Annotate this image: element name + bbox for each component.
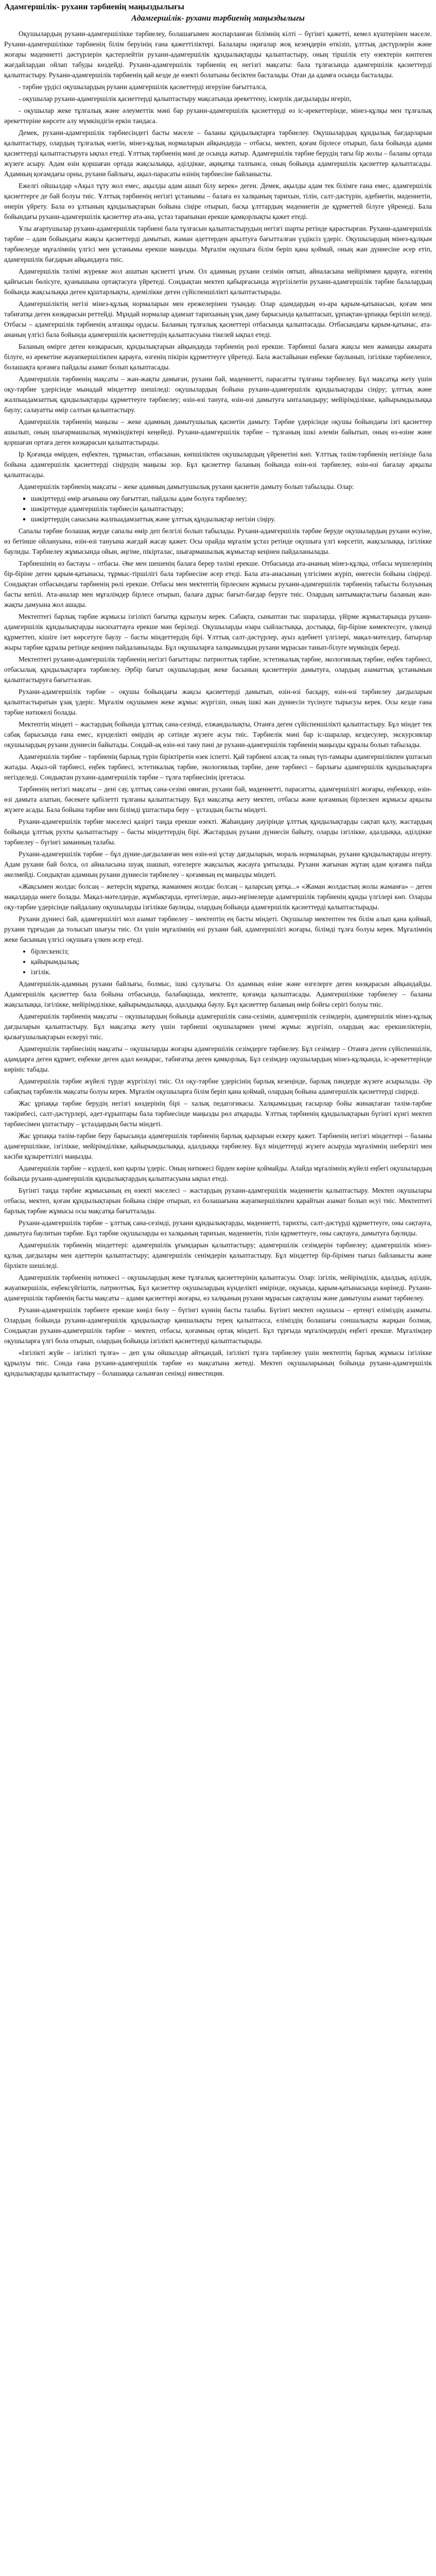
bullet-list — [4, 494, 432, 524]
paragraph: Ежелгі ойшылдар «Ақыл тұту жол емес, ақылды адам ашып білу керек» деген. Демек, ақылды адам тек білімге ғана емес, адамгершілік қасиеттерге де бай болуы тиіс. Ұлттық тәрбиенің негізгі ұстанымы – балаға өз халқының тарихын, тілін, салт-дәстүрін, әдебиетін, мәдениетін, өнерін үйрету. Бала өз ұлтының құндылықтарын бойына сіңіре отырып, басқа ұлттардың мәдениетін де құрметтей білуге үйренеді. Бала бойындағы рухани-адамгершілік қасиеттер ата-ана, ұстаз тарапынан ерекше қамқорлықты қажет етеді. — [4, 182, 432, 221]
document-title: Адамгершілік- рухани тәрбиенің маңыздылығы — [131, 14, 305, 23]
paragraph: Адамгершіліктің негізі мінез-құлық нормаларын мен ережелерінен туындау. Олар адамдардың өз-ара қарым-қатынасын, қоғам мен табиғатқа деген көзқарасын реттейді. Мұндай нормалар адамзат тарихының ұзақ даму барысында қалыптасып, ұрпақтан-ұрпаққа беріліп келеді. Отбасы – адамгершілік тәрбиенің алғашқы ордасы. Баланың тұлғалық қасиеттері отбасында қалыптасады. Отбасындағы қарым-қатынас, ата-ананың үлгісі бала бойында адамгершілік қасиеттердің қалыптасуына тікелей ықпал етеді. — [4, 300, 432, 338]
bullet-item: ▪ шәкірттердің санасына жалпыадамзаттық және ұлттық құндылықтар негізін сіңіру. — [31, 514, 432, 524]
paragraph: - оқушылар рухани-адамгершілік қасиеттерді қалыптастыру мақсатында әрекеттену, іскерлік дағдыларды игеріп, — [19, 95, 352, 103]
paragraph: «Ізгілікті жүйе – ізгілікті тұлға» – деп ұлы ойшылдар айтқандай, ізгілікті тұлға тәрбиелеу үшін мектептің барлық жұмысы ізгілікке құрылуы тиіс. Сонда ғана рухани-адамгершілік тәрбие өз мақсатына жетеді. Мектеп оқушыларының бойында рухани-адамгершілік құндылықтарды қалыптастыру – болашаққа салынған сенімді инвестиция. — [4, 1349, 432, 1377]
paragraph: Рухани-адамгершілік тәрбие – оқушы бойындағы жақсы қасиеттерді дамытып, өзін-өзі басқару, өзін-өзі тәрбиелеу дағдыларын қалыптастыратын ұзақ үдеріс. Мұғалім оқушымен жеке жұмыс жүргізіп, оның ішкі жан дүниесін түсінуге тырысуы керек. Осы кезде ғана тәрбие нәтижелі болады. — [4, 688, 432, 716]
paragraph: Адамгершілік тәрбиенің мақсаты – жан-жақты дамыған, рухани бай, мәдениетті, парасатты тұлғаны тәрбиелеу. Бұл мақсатқа жету үшін оқу-тәрбие үдерісінде мынадай міндеттер шешіледі: оқушылардың бойына рухани-адамгершілік құндылықтарды сіңіру; ұлттық және жалпыадамзаттық құндылықтарды құрметтеуге тәрбиелеу; өзін-өзі тануға, өзін-өзі дамытуға ынталандыру; мейірімділікке, қайырымдылыққа баулу; салауатты өмір салтын қалыптастыру. — [4, 375, 432, 414]
paragraph: Адамгершілік тәрбиенің нәтижесі – оқушылардың жеке тұлғалық қасиеттерінің қалыптасуы. Олар: ізгілік, мейірімділік, адалдық, әділдік, жауапкершілік, еңбексүйгіштік, патриоттық. Бұл қасиеттер оқушылардың күнделікті өмірінде, оқуында, қарым-қатынасында көрінеді. Рухани-адамгершілік тәрбиенің басты мақсаты – адами қасиеттері жоғары, өз халқының рухани мұрасын сақтаушы және дамытушы азамат тәрбиелеу. — [4, 1274, 432, 1302]
paragraph: Ір Қоғамда өмірден, еңбектен, тұрмыстан, отбасынан, көпшіліктен оқушылардың үйренетіні көп. Ұлттық тәлім-тәрбиенің негізінде бала бойына адамгершілік қасиеттерді сіңірудің маңызы зор. Бұл қасиеттер баланың бойында өзін-өзі тәрбиелеу, өзін-өзі бағалау арқылы қалыптасады. — [4, 450, 432, 479]
paragraph: Адамгершілік тәрбиенің мақсаты – оқушылардың бойында адамгершілік сана-сезімін, адамгершілік сезімдерін, адамгершілік мінез-құлық дағдыларын қалыптастыру. Бұл мақсатқа жету үшін тәрбиеші оқушылармен үнемі жұмыс жүргізіп, олардың жас ерекшеліктерін, қызығушылықтарын ескеруі тиіс. — [4, 1012, 432, 1041]
document-header: Адамгершілік- рухани тәрбиенің маңыздылығы — [4, 3, 184, 11]
paragraph: - оқушылар жеке тұлғалық және әлеуметтік мәні бар рухани-адамгершілік қасиеттерді өз іс-әрекеттерінде, мінез-құлқы мен тұлғалық әрекеттеріне көрсете алу мүмкіндігін еркін тандаса. — [4, 107, 432, 125]
paragraph: Адамгершілік тәрбиенің маңызы – жеке адамның дамытушылық қасиетін дамыту. Тәрбие үдерісінде оқушы бойындағы ізгі қасиеттер ашылып, оның шығармашылық мүмкіндіктері кеңейеді. Рухани-адамгершілік тәрбие – тұлғаның ішкі әлемін байытып, оның өз-өзіне және қоршаған ортаға деген көзқарасын қалыптастырады. — [4, 418, 432, 446]
paragraph: Демек, рухани-адамгершілік тәрбиесіндегі басты мәселе – баланы құндылықтарға тәрбиелеу. Оқушылардың құндылық бағдарларын қалыптастыру, олардың тұлғалық өзегін, мінез-құлық нормаларын айқындауда – отбасы, мектеп, қоғам бірлесе отырып, бала бойында адами қасиеттерді қалыптастыруға ықпал етеді. Ұлттық тәрбиенің мәні де осында жатыр. Адамгершілік тәрбие берудің тағы бір жолы – баланы ортада жүзеге асыру. Адам өзін қоршаған ортада жақсылыққа, әділдікке, ақиқатқа талпынса, оның бойында адамгершілік қасиеттер қалыптасады. Адамның қоғамдағы орны, рухани байлығы, ақыл-парасаты өзінің тәрбиесіне байланысты. — [4, 129, 432, 178]
paragraph: Рухани-адамгершілік тәрбие – ұлттық сана-сезімді, рухани құндылықтарды, мәдениетті, тарихты, салт-дәстүрді құрметтеуге, оны сақтауға, дамытуға баулитын тәрбие. Бұл тәрбие оқушыларды өз халқының тарихын, мәдениетін, тілін құрметтеуге, оны сақтауға, дамытуға баулиды. — [4, 1219, 432, 1237]
paragraph: Рухани-адамгершілік тәрбие – бұл дүние-дағдыланған мен өзін-өзі ұстау дағдыларын, мораль нормаларын, рухани құндылықтарды игерту. Адам рухани бай болса, ол айналасына шуақ шашып, өзгелерге жақсылық жасауға ұмтылады. Рухани жағынан жұтаң адам қоғамға пайда әкелмейді. Сондықтан адамның рухани дүниесін тәрбиелеу – қоғамның ең маңызды міндеті. — [4, 850, 432, 878]
paragraph: Рухани дүниесі бай, адамгершілігі мол азамат тәрбиелеу – мектептің ең басты міндеті. Оқушылар мектептен тек білім алып қана қоймай, рухани тұрғыдан да толысып шығуы тиіс. Ол үшін мұғалімнің өзі рухани бай, адамгершілігі жоғары, білімді тұлға болуы керек. Мұғалімнің жеке басының үлгісі оқушыға үлкен әсер етеді. — [4, 915, 432, 943]
paragraph: Адамгершілік тәрбие жүйелі түрде жүргізілуі тиіс. Ол оқу-тәрбие үдерісінің барлық кезеңінде, барлық пәндерде жүзеге асырылады. Әр сабақтың тәрбиелік мақсаты болуы керек. Мұғалім оқушыларға білім беріп қана қоймай, олардың бойына адамгершілік қасиеттерді сіңіреді. — [4, 1077, 432, 1095]
paragraph: Сапалы тәрбие болашақ жерде сапалы өмір деп белгілі болып табылады. Рухани-адамгершілік тәрбие беруде оқушылардың рухани өсуіне, өз бетінше ойлануына, өзін-өзі тануына жағдай жасау қажет. Осы орайда мұғалім ұстаз ретінде оқушыға үлгі көрсетіп, жақсылыққа, ізгілікке баулиды. Тәрбиелеу жұмысында ойын, әңгіме, пікірталас, шығармашылық жұмыстар кеңінен пайдаланылады. — [4, 527, 432, 555]
bullet-item: • бірлескенсіз; — [31, 946, 432, 957]
document-body — [4, 29, 432, 1379]
paragraph: Бүгінгі таңда тәрбие жұмысының ең өзекті мәселесі – жастардың рухани-адамгершілік мәдениетін қалыптастыру. Мектеп оқушылары отбасы, мектеп, қоғам құндылықтарын бойына сіңіре отырып, ел болашағына жауапкершілікпен қарайтын азамат болып өсуі тиіс. Мектептегі барлық тәрбие жұмысы осы мақсатқа бағытталады. — [4, 1187, 432, 1215]
paragraph: Жас ұрпаққа тәрбие берудің негізгі көздерінің бірі – халық педагогикасы. Халқымыздың ғасырлар бойы жинақтаған тәлім-тәрбие тәжірибесі, салт-дәстүрлері, әдет-ғұрыптары бала тәрбиесінде маңызды рөл атқарады. Ұлттық тәрбиенің құндылықтарын бүгінгі күнгі мектеп тәрбиесімен ұштастыру – ұстаздардың басты міндеті. — [4, 1099, 432, 1128]
bullet-item: • қайырымдылық; — [31, 957, 432, 967]
paragraph: Адамгершілік тәрбиенің міндеттері: адамгершілік ұғымдарын қалыптастыру; адамгершілік сезімдерін тәрбиелеу; адамгершілік мінез-құлық дағдылары мен әдеттерін қалыптастыру; адамгершілік сенімдерін қалыптастыру. Бұл міндеттер бір-бірімен тығыз байланысты және бірлікте шешіледі. — [4, 1241, 432, 1269]
bullet-list — [4, 946, 432, 977]
bullet-item: ▪ шәкірттерде адамгершілік тәрбиесін қалыптастыру; — [31, 504, 432, 514]
paragraph: Мектептегі барлық тәрбие жұмысы ізгілікті бағытқа құрылуы керек. Сабақта, сыныптан тыс шараларда, үйірме жұмыстарында рухани-адамгершілік құндылықтарды насихаттауға ерекше мән беріледі. Оқушыларды өзара сыйластыққа, достыққа, бір-біріне көмектесуге, үлкенді құрметтеп, кішіге ізет көрсетуге баулу – басты міндеттердің бірі. Ұлттық салт-дәстүрлер, ауыз әдебиеті үлгілері, мақал-мәтелдер, батырлар жыры тәрбие құралы ретінде кеңінен пайдаланылады. Бұл оқушыларға халқымыздың рухани мұрасын танып-білуге мүмкіндік береді. — [4, 613, 432, 651]
paragraph: Жас ұрпаққа тәлім-тәрбие беру барысында адамгершілік тәрбиенің барлық қырларын ескеру қажет. Тәрбиенің негізгі міндеттері – баланы адамгершілікке, ізгілікке, мейірімділікке, қайырымдылыққа, адалдыққа тәрбиелеу. Бұл міндеттерді жүзеге асыруда мұғалімнің шеберлігі мен кәсіби құзыреттілігі маңызды. — [4, 1132, 432, 1160]
paragraph: - тәрбие үрдісі оқушылардың рухани адамгершілік қасиеттерді игеруіне бағытталса, — [19, 83, 267, 91]
paragraph: Адамгершілік тәлімі жүрекке жол ашатын қасиетті ұғым. Ол адамның рухани сезімін оятып, айналасына мейіріммен қарауға, өзгенің қайғысын бөлісуге, қуанышына ортақтасуға үйретеді. Сондықтан мектеп қабырғасында жүргізілетін рухани-адамгершілік тәрбие балалардың бойында жақсылыққа деген құштарлықты, әдемілікке деген сүйіспеншілікті қалыптастырады. — [4, 267, 432, 296]
bullet-item: ▪ шәкірттерді өмір ағынына ояу бағыттап, пайдалы адам болуға тәрбиелеу; — [31, 494, 432, 504]
paragraph: Рухани-адамгершілік тәрбие мәселесі қазіргі таңда ерекше өзекті. Жаһандану дәуірінде ұлттық құндылықтарды сақтап қалу, жастардың бойында ұлттық рухты қалыптастыру – басты міндеттердің бірі. Жастардың рухани дүниесін байыту, оларды ізгілікке, адалдыққа, әділдікке тәрбиелеу – бүгінгі заманның талабы. — [4, 818, 432, 846]
paragraph: Мектептегі рухани-адамгершілік тәрбиенің негізгі бағыттары: патриоттық тәрбие, эстетикалық тәрбие, экологиялық тәрбие, еңбек тәрбиесі, отбасылық құндылықтарға тәрбиелеу. Әрбір бағыт оқушылардың жеке басының қасиеттерін дамытуға, олардың азаматтық ұстанымын қалыптастыруға бағытталған. — [4, 655, 432, 684]
paragraph: Ұлы ағартушылар рухани-адамгершілік тәрбиені бала тұлғасын қалыптастырудың негізгі шарты ретінде қарастырған. Рухани-адамгершілік тәрбие – адам бойындағы жақсы қасиеттерді дамытып, жаман әдеттерден арылтуға бағытталған үздіксіз үдеріс. Оқушылардың мінез-құлқын тәрбиелеуде мұғалімнің үлгісі мен ұстанымы ерекше маңызды. Мұғалім оқушыға білім беріп қана қоймай, оның жан дүниесіне әсер етіп, адамгершілік бағдарын айқындауға тиіс. — [4, 225, 432, 263]
paragraph: Адамгершілік-адамның рухани байлығы, болмыс, ішкі сұлулығы. Ол адамның өзіне және өзгелерге деген көзқарасын айқындайды. Адамгершілік қасиеттер бала бойына отбасында, балабақшада, мектепте, қоғамда қалыптасады. Адамгершілікке тәрбиелеу – баланы жақсылыққа, ізгілікке, мейірімділікке, қайырымдылыққа, адалдыққа баулу. Бұл қасиеттер баланың өмір бойғы серігі болуы тиіс. — [4, 980, 432, 1008]
bullet-item: • ізгілік. — [31, 967, 432, 977]
paragraph: Адамгершілік тәрбиенің мақсаты – жеке адамның дамытушылық рухани қасиетін дамыту болып табылады. Олар: — [19, 483, 354, 490]
paragraph: Оқушылардың рухани-адамгершілікке тәрбиелеу, болашағымен жоспарланған білімнің кілті – бүгінгі қажетті, кемел күштерінен мәселе. Рухани-адамгершілікке тәрбиенің білім беруінің ғана қажеттіліктері. Балалары оқиғалар жоқ кезеңдерін өткізіп, ұлттық дәстүрлерін және жоғары мәдениетті дәстүрлерін қастерлейтін рухани-адамгершілік құндылықтарды қалыптастыру, оның тіршілік ету өзектерін көптеген жағдайлардан ойлап табуды көздейді. Рухани-адамгершілік тәрбиенің ең негізгі мақсаты: бала тұлғасында адамгершілік қасиеттерді қалыптастыру. Рухани-адамгершілік тәрбиенің қай кезде де өзекті болатыны бесіктен басталады. Отан да адамға осында басталады. — [4, 30, 432, 79]
paragraph: Адамгершілік тәрбие – тәрбиенің барлық түрін біріктіретін өзек іспетті. Қай тәрбиені алсақ та оның түп-тамыры адамгершілікпен ұштасып жатады. Ақыл-ой тәрбиесі, еңбек тәрбиесі, эстетикалық тәрбие, экологиялық тәрбие, дене тәрбиесі – барлығы адамгершілік құндылықтарға негізделеді. Сондықтан рухани-адамгершілік тәрбие – тұлға тәрбиесінің іргетасы. — [4, 753, 432, 781]
paragraph: Баланың өмірге деген көзқарасын, құндылықтарын айқындауда тәрбиенің рөлі ерекше. Тәрбиеші балаға жақсы мен жаманды ажырата білуге, өз әрекетіне жауапкершілікпен қарауға, өзгенің пікірін құрметтеуге үйретеді. Бала жастайынан еңбекке баулынып, ізгілікке тәрбиеленсе, болашақта қоғамға пайдалы азамат болып қалыптасады. — [4, 343, 432, 371]
paragraph: Мектептің міндеті – жастардың бойында ұлттық сана-сезімді, елжандылықты, Отанға деген сүйіспеншілікті қалыптастыру. Бұл міндет тек сабақ барысында ғана емес, күнделікті өмірдің әр сәтінде жүзеге асуы тиіс. Тәрбиелік мәні бар іс-шаралар, кездесулер, экскурсиялар оқушылардың рухани дүниесін байытады. Сондай-ақ өзін-өзі тану пәні де рухани-адамгершілік тәрбиенің маңызды құралы болып табылады. — [4, 720, 432, 749]
paragraph: «Жақсымен жолдас болсаң – жетерсің мұратқа, жаманмен жолдас болсаң – қаларсың ұятқа...» «Жаман жолдастың жолы жаманға» – деген мақалдарда өнеге болады. Мақал-мәтелдерде, жұмбақтарда, ертегілерде, аңыз-әңгімелерде адамгершілік тәрбиенің құнды үлгілері көп. Оларды оқу-тәрбие үдерісінде пайдалану оқушыларды ізгілікке баулиды, олардың бойында адамгершілік қасиеттерді қалыптастырады. — [4, 883, 432, 911]
paragraph: Тәрбиенің негізгі мақсаты – дені сау, ұлттық сана-сезімі оянған, рухани бай, мәдениетті, парасатты, адамгершілігі жоғары, еңбекқор, өзін-өзі дамыта алатын, бәсекеге қабілетті тұлғаны қалыптастыру. Бұл мақсатқа жету мектеп, отбасы және қоғамның бірлескен жұмысы арқылы жүзеге асады. Бала бойына тәрбие мен білімді ұштастыра беру – ұстаздың басты міндеті. — [4, 785, 432, 814]
paragraph: Рухани-адамгершілік тәрбиеге ерекше көңіл бөлу – бүгінгі күннің басты талабы. Бүгінгі мектеп оқушысы – ертеңгі еліміздің азаматы. Олардың бойында рухани-адамгершілік құндылықтар қаншалықты терең қалыптасса, еліміздің болашағы соншалықты жарқын болмақ. Сондықтан рухани-адамгершілік тәрбие – мектеп, отбасы, қоғамның ортақ міндеті. Бұл тұрғыда мұғалімдердің еңбегі ерекше. Мұғалімдер оқушыларға үлгі бола отырып, олардың бойында ізгілікті қасиеттерді қалыптастырады. — [4, 1306, 432, 1345]
paragraph: Адамгершілік тәрбиесінің мақсаты – оқушыларды жоғары адамгершілік сезімдерге тәрбиелеу. Бұл сезімдер – Отанға деген сүйіспеншілік, адамдарға деген құрмет, еңбекке деген адал көзқарас, табиғатқа деген қамқорлық. Бұл сезімдер оқушылардың мінез-құлқында, іс-әрекеттерінде көрініс табады. — [4, 1045, 432, 1073]
paragraph: Тәрбиешінің өз бастауы – отбасы. Әке мен шешенің балаға берер тәлімі ерекше. Отбасында ата-ананың мінез-құлқы, отбасы мүшелерінің бір-біріне деген қарым-қатынасы, тұрмыс-тіршілігі бала тәрбиесіне әсер етеді. Бала ата-анасының үлгісімен жүріп, өнегесін бойына сіңіреді. Сондықтан отбасындағы тәрбиенің рөлі ерекше. Отбасы мен мектептің бірлескен жұмысы рухани-адамгершілік тәрбиенің табысты болуының басты кепілі. Ата-аналар мен мұғалімдер бірлесе отырып, балаға дұрыс бағыт-бағдар беруге тиіс. Олардың ынтымақтастығы баланың жан-жақты дамуына жол ашады. — [4, 560, 432, 608]
paragraph: Адамгершілік тәрбие – күрделі, көп қырлы үдеріс. Оның нәтижесі бірден көріне қоймайды. Алайда мұғалімнің жүйелі еңбегі оқушылардың бойында рухани-адамгершілік құндылықтардың қалыптасуына ықпал етеді. — [4, 1164, 432, 1182]
